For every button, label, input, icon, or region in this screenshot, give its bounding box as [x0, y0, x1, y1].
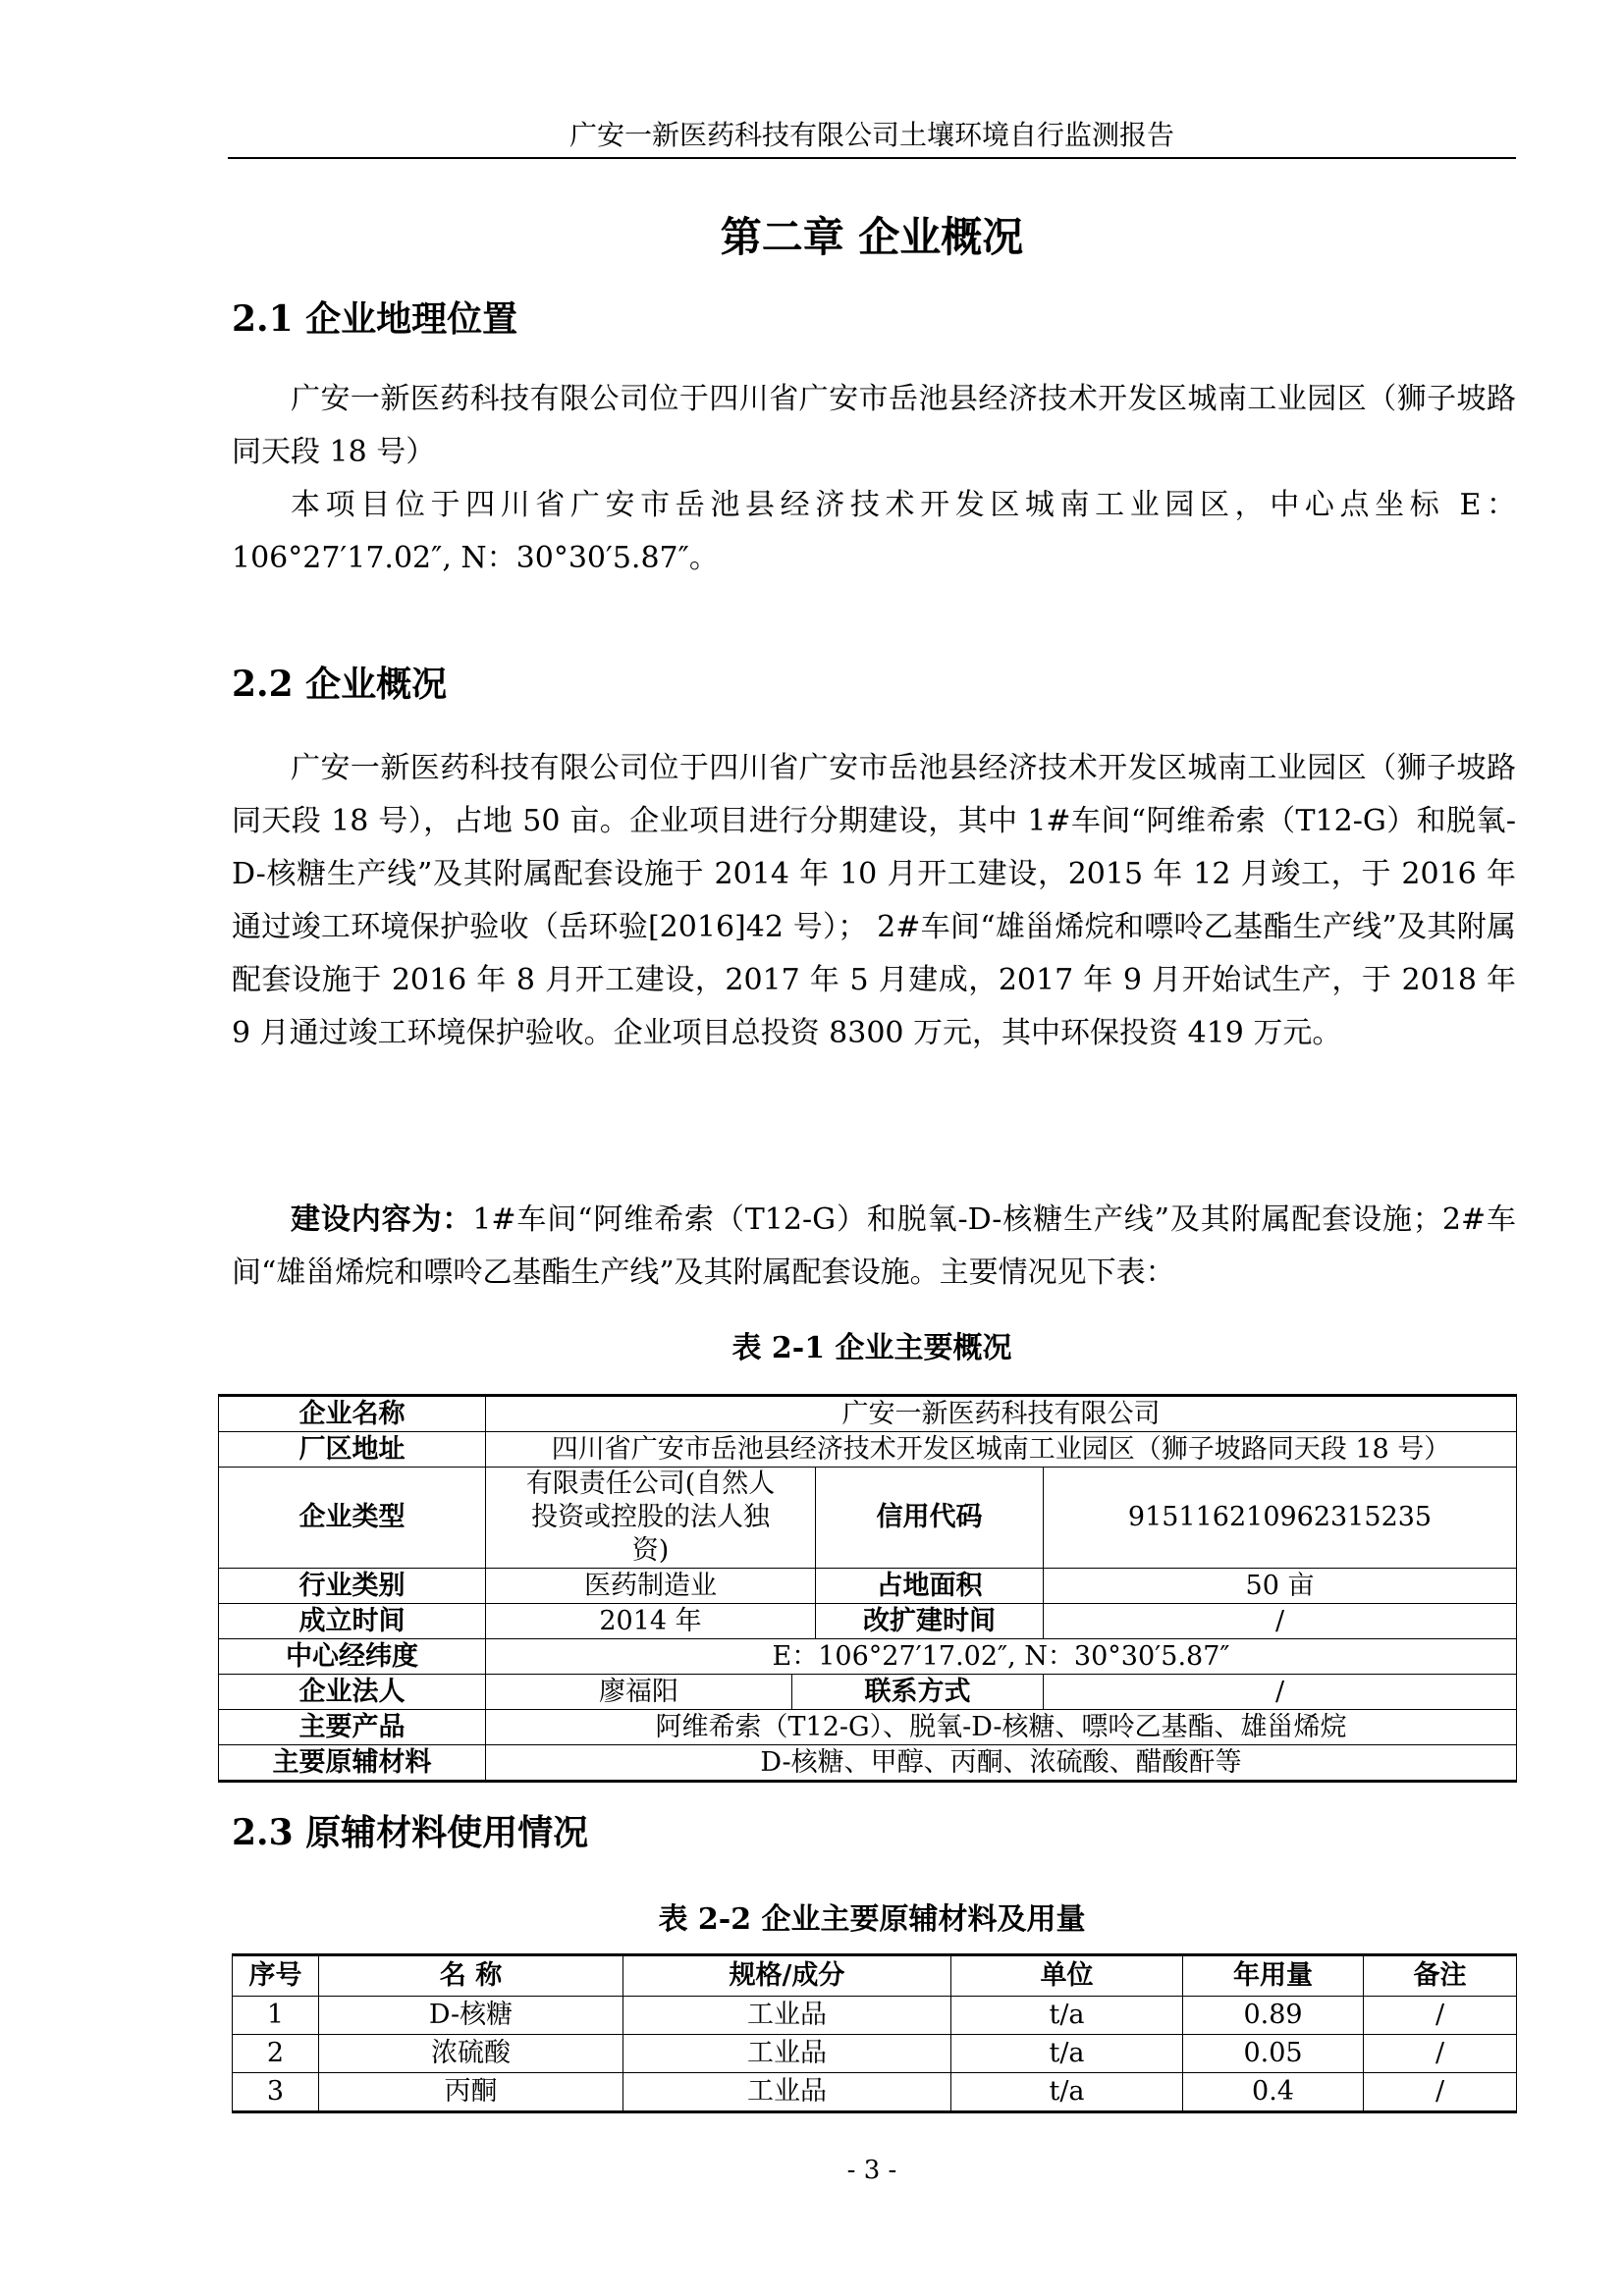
- table-cell: t/a: [951, 2035, 1183, 2073]
- table-cell-value: 阿维希索（T12-G）、脱氧-D-核糖、嘌呤乙基酯、雄甾烯烷: [486, 1710, 1517, 1745]
- table-cell-label: 信用代码: [816, 1468, 1044, 1569]
- table-row: [219, 1710, 1517, 1745]
- table-cell: 3: [233, 2073, 319, 2112]
- table-cell-value: 915116210962315235: [1044, 1468, 1517, 1569]
- table-header-row: [233, 1955, 1517, 1997]
- table-cell: t/a: [951, 1997, 1183, 2035]
- table-row: [219, 1396, 1517, 1432]
- page-number: - 3 -: [846, 2156, 897, 2185]
- paragraph-construction: [232, 1194, 1516, 1300]
- table-row: [219, 1675, 1517, 1710]
- table-header-cell: 备注: [1364, 1955, 1517, 1997]
- section-title-2-3: 2.3 原辅材料使用情况: [232, 1812, 589, 1853]
- table-row: [219, 1604, 1517, 1639]
- table-cell-value: 医药制造业: [486, 1569, 816, 1604]
- table-header-cell: 规格/成分: [623, 1955, 951, 1997]
- construction-label: 建设内容为：: [291, 1202, 473, 1237]
- table-cell: t/a: [951, 2073, 1183, 2112]
- table-cell-value: 2014 年: [486, 1604, 816, 1639]
- table-cell: /: [1364, 2073, 1517, 2112]
- table-cell-value: /: [1044, 1675, 1517, 1710]
- table-cell-label: 厂区地址: [219, 1432, 486, 1468]
- table-header-cell: 单位: [951, 1955, 1183, 1997]
- table-cell: 丙酮: [319, 2073, 623, 2112]
- table-cell-value: 广安一新医药科技有限公司: [486, 1396, 1517, 1432]
- table-row: [219, 1432, 1517, 1468]
- table-row: [219, 1745, 1517, 1782]
- table-cell-label: 企业法人: [219, 1675, 486, 1710]
- table-cell-value: D-核糖、甲醇、丙酮、浓硫酸、醋酸酐等: [486, 1745, 1517, 1782]
- table-cell: 0.05: [1183, 2035, 1364, 2073]
- table-row: [233, 2073, 1517, 2112]
- table-cell: 浓硫酸: [319, 2035, 623, 2073]
- table-cell-value: 四川省广安市岳池县经济技术开发区城南工业园区（狮子坡路同天段 18 号）: [486, 1432, 1517, 1468]
- table-cell-label: 企业名称: [219, 1396, 486, 1432]
- table-cell: /: [1364, 1997, 1517, 2035]
- table-header-cell: 序号: [233, 1955, 319, 1997]
- section-title-2-1: 2.1 企业地理位置: [232, 298, 518, 340]
- table-cell-value: 50 亩: [1044, 1569, 1517, 1604]
- table-cell: 0.4: [1183, 2073, 1364, 2112]
- table-cell-value: E：106°27′17.02″, N：30°30′5.87″: [486, 1639, 1517, 1675]
- table-cell-label: 占地面积: [816, 1569, 1044, 1604]
- table-cell-value: /: [1044, 1604, 1517, 1639]
- table-cell: D-核糖: [319, 1997, 623, 2035]
- table-cell-label: 行业类别: [219, 1569, 486, 1604]
- table-cell-label: 主要原辅材料: [219, 1745, 486, 1782]
- paragraph-coordinates: 本项目位于四川省广安市岳池县经济技术开发区城南工业园区，中心点坐标 E：106°27′17.02″, N：30°30′5.87″。: [232, 488, 1516, 575]
- table-row: [219, 1569, 1517, 1604]
- paragraph-overview: 广安一新医药科技有限公司位于四川省广安市岳池县经济技术开发区城南工业园区（狮子坡路同天段 18 号），占地 50 亩。企业项目进行分期建设，其中 1#车间“阿维希索（T12-G）和脱氧-D-核糖生产线”及其附属配套设施于 2014 年 10 月开工建设，2015 年 12 月竣工，于 2016 年通过竣工环境保护验收（岳环验[2016]42 号）； 2#车间“雄甾烯烷和嘌呤乙基酯生产线”及其附属配套设施于 2016 年 8 月开工建设，2017 年 5 月建成，2017 年 9 月开始试生产，于 2018 年 9 月通过竣工环境保护验收。企业项目总投资 8300 万元，其中环保投资 419 万元。: [232, 751, 1516, 1050]
- enterprise-overview-table: [218, 1394, 1517, 1783]
- table-2-2-caption: 表 2-2 企业主要原辅材料及用量: [658, 1902, 1086, 1937]
- table-cell: 2: [233, 2035, 319, 2073]
- table-row: [219, 1468, 1517, 1569]
- table-header-cell: 年用量: [1183, 1955, 1364, 1997]
- table-header-cell: 名 称: [319, 1955, 623, 1997]
- table-cell: 0.89: [1183, 1997, 1364, 2035]
- table-cell: 1: [233, 1997, 319, 2035]
- table-cell: /: [1364, 2035, 1517, 2073]
- chapter-title: 第二章 企业概况: [720, 213, 1024, 261]
- table-cell-label: 改扩建时间: [816, 1604, 1044, 1639]
- table-cell-label: 企业类型: [219, 1468, 486, 1569]
- table-cell-value: 有限责任公司(自然人投资或控股的法人独资): [486, 1468, 816, 1569]
- table-cell-label: 联系方式: [792, 1675, 1044, 1710]
- table-2-1-caption: 表 2-1 企业主要概况: [731, 1331, 1012, 1365]
- raw-materials-table: [232, 1953, 1517, 2113]
- table-cell: 工业品: [623, 2035, 951, 2073]
- table-cell: 工业品: [623, 1997, 951, 2035]
- construction-text: 1#车间“阿维希索（T12-G）和脱氧-D-核糖生产线”及其附属配套设施；2#车间“雄甾烯烷和嘌呤乙基酯生产线”及其附属配套设施。主要情况见下表：: [232, 1202, 1517, 1290]
- table-row: [219, 1639, 1517, 1675]
- table-row: [233, 1997, 1517, 2035]
- page-header: 广安一新医药科技有限公司土壤环境自行监测报告: [228, 116, 1516, 159]
- table-row: [233, 2035, 1517, 2073]
- table-cell-label: 中心经纬度: [219, 1639, 486, 1675]
- table-cell-label: 成立时间: [219, 1604, 486, 1639]
- table-cell-label: 主要产品: [219, 1710, 486, 1745]
- table-cell-value: 廖福阳: [486, 1675, 792, 1710]
- section-title-2-2: 2.2 企业概况: [232, 664, 448, 705]
- paragraph-location: 广安一新医药科技有限公司位于四川省广安市岳池县经济技术开发区城南工业园区（狮子坡路同天段 18 号）: [232, 382, 1516, 469]
- table-cell: 工业品: [623, 2073, 951, 2112]
